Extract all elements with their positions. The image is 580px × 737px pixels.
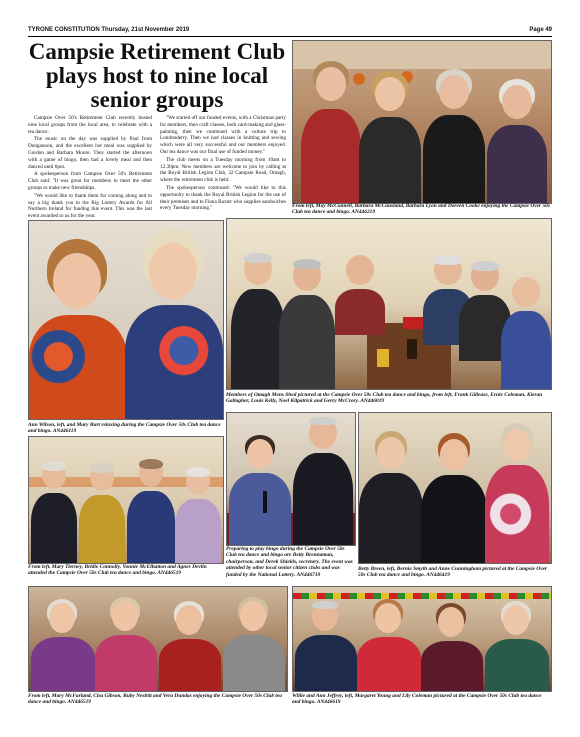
paragraph: A spokesperson from Campsie Over 50's Retirement Club said: "It was great for members to meet the other groups to make new friendships. bbox=[28, 171, 152, 191]
caption-photo-4: From left, Mary Tierney, Bridie Connolly, Vonnie McElhatton and Agnes Devlin attended the Campsie Over 50s Club tea dance and bingo. AN446519 bbox=[28, 564, 207, 577]
paragraph: "We would like to thank them for coming along and to say a big thank you to the Big Lottery Awards for All Northern Ireland for funding this event. This was the last event awarded to us for the year. bbox=[28, 192, 152, 220]
article-column-2 bbox=[160, 115, 286, 215]
page-header bbox=[28, 26, 552, 37]
photo-three-women bbox=[358, 412, 552, 564]
paragraph: The club meets on a Tuesday morning from 10am to 12.30pm. New members are welcome to join by calling at the Royal British Legion Club, 32 Campsie Road, Omagh, where the retirement club is held. bbox=[160, 156, 286, 184]
paragraph: The spokesperson continued: "We would like to this opportunity to thank the Royal British Legion for the use of their premises and to Fiona Baxter who supplies sandwiches every Tuesday morning." bbox=[160, 184, 286, 212]
paragraph: "We started off our funded events, with a Christmas party for members, then craft classes, both card-making and glass-painting, then we continued with a culture trip to Londonderry. Then we had classes in knitting and sewing which were all very successful and our members enjoyed. Our tea dance was our final use of funded money." bbox=[160, 115, 286, 155]
paragraph: Campsie Over 50's Retirement Club recently hosted nine local groups from the local area, to celebrate with a tea dance. bbox=[28, 115, 152, 135]
caption-photo-1: From left, May McConnell, Barbara McCausland, Barbara Lyon and Doreen Cooke enjoying the Campsie Over 50s Club tea dance and bingo. AN446219 bbox=[292, 203, 550, 216]
caption-photo-5: Preparing to play bingo during the Campsie Over 50s Club tea dance and bingo are Betty Brennaman, chairperson, and Derek Shields, secretary. The event was attended by other local senior citizen clubs and was funded by the National Lottery. AN446719 bbox=[226, 546, 353, 578]
masthead-date: TYRONE CONSTITUTION Thursday, 21st November 2019 bbox=[28, 27, 190, 33]
photo-four-women-bottom bbox=[28, 586, 288, 692]
caption-photo-7: From left, Mary McFarland, Cisa Gibson, Ruby Nesbitt and Vera Dundas enjoying the Campsie Over 50s Club tea dance and bingo. AN446519 bbox=[28, 693, 282, 706]
photo-four-women bbox=[292, 40, 552, 204]
photo-bingo-callers bbox=[226, 412, 356, 546]
paragraph: The music on the day was supplied by Paul from Dungannon, and the excellent hot meal was supplied by Gordon and Barbara Moore. They started the afternoon with a game of bingo, then had a lovely meal and then danced until 6pm. bbox=[28, 136, 152, 170]
photo-four-seated-bottom bbox=[292, 586, 552, 692]
photo-two-women bbox=[28, 220, 224, 420]
caption-photo-2: Ann Wilson, left, and Mary Burt relaxing during the Campsie Over 50s Club tea dance and bingo. AN446119 bbox=[28, 422, 221, 435]
page-number: Page 49 bbox=[529, 27, 552, 33]
article-headline: Campsie Retirement Club plays host to nine local senior groups bbox=[28, 39, 286, 112]
photo-four-seated-women bbox=[28, 436, 224, 564]
photo-mens-shed bbox=[226, 218, 552, 390]
caption-photo-6: Betty Breen, left, Bernie Smyth and Anne Cunningham pictured at the Campsie Over 50s Club tea dance and bingo. AN446419 bbox=[358, 566, 548, 579]
article-column-1 bbox=[28, 115, 152, 220]
caption-photo-8: Willie and Ann Jeffrey, left, Margaret Young and Lily Coleman pictured at the Campsie Over 50s Club tea dance and bingo. AN446619 bbox=[292, 693, 542, 706]
caption-photo-3: Members of Omagh Mens Shed pictured at the Campsie Over 50s Club tea dance and bingo, from left, Frank Gillease, Ernie Coleman, Kieran Gallagher, Louis Kelly, Noel Kilpatrick and Gerry McCrory. AN446019 bbox=[226, 392, 543, 405]
